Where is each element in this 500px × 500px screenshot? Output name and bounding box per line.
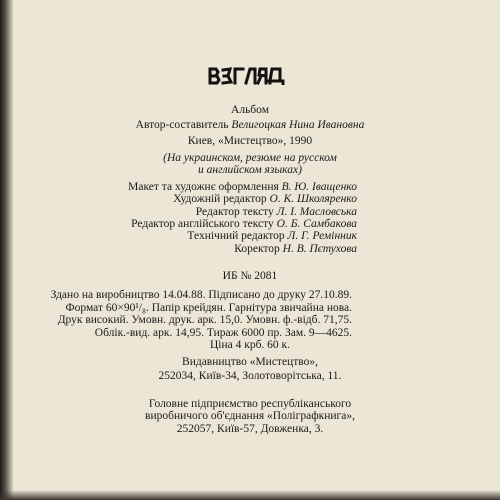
credit-name: О. Б. Самбакова (276, 218, 357, 230)
publisher-name: Видавництво «Мистецтво», (182, 356, 318, 368)
credit-line (128, 181, 357, 193)
credit-name: О. К. Школяренко (269, 193, 357, 205)
credit-name: Н. В. Пєтухова (282, 243, 357, 255)
page-bottom-shadow (0, 490, 500, 500)
price: Ціна 4 крб. 60 к. (209, 339, 291, 351)
author-line (136, 119, 365, 131)
author-name: Велигоцкая Нина Ивановна (231, 119, 365, 131)
credit-label: Коректор (234, 243, 280, 255)
credit-line (234, 243, 357, 255)
credit-line (196, 206, 357, 218)
credit-name: Л. І. Масловська (276, 206, 357, 218)
printer-line: виробничого об'єднання «Поліграфкнига», (145, 410, 355, 422)
printer-address: 252057, Київ-57, Довженка, 3. (176, 423, 324, 435)
print-detail: Формат 60×90¹/₈. Папір крейдян. Гарнітура звичайна нова. (65, 302, 352, 314)
album-label: Альбом (231, 104, 269, 116)
ib-number: ИБ № 2081 (222, 270, 278, 282)
credit-line (173, 193, 357, 205)
credit-label: Технічний редактор (187, 230, 285, 242)
print-detail: Здано на виробництво 14.04.88. Підписано до друку 27.10.89. (50, 289, 352, 301)
printer-line: Головне підприємство республіканського (148, 398, 352, 410)
language-note-2: и английском языках) (198, 164, 302, 176)
publisher-address: 252034, Київ-34, Золотоворітська, 11. (158, 370, 342, 382)
credit-label: Художній редактор (173, 193, 267, 205)
page-gutter-shadow (0, 0, 14, 500)
print-detail: Облік.-вид. арк. 14,95. Тираж 6000 пр. Зам. 9—4625. (94, 327, 352, 339)
credit-label: Редактор англійського тексту (131, 218, 274, 230)
city-publisher: Киев, «Мистецтво», 1990 (187, 135, 313, 147)
credit-name: Л. Г. Ремінник (287, 230, 357, 242)
credit-name: В. Ю. Іващенко (281, 181, 357, 193)
author-label: Автор-составитель (135, 119, 229, 131)
credit-line (131, 218, 357, 230)
credit-label: Макет та художнє оформлення (128, 181, 279, 193)
language-note-1: (На украинском, резюме на русском (163, 152, 337, 164)
credit-label: Редактор тексту (195, 206, 274, 218)
vzgliad-logo-icon (208, 67, 288, 85)
credit-line (187, 230, 357, 242)
print-detail: Друк високий. Умовн. друк. арк. 15,0. Умовн. ф.-відб. 71,75. (57, 314, 352, 326)
